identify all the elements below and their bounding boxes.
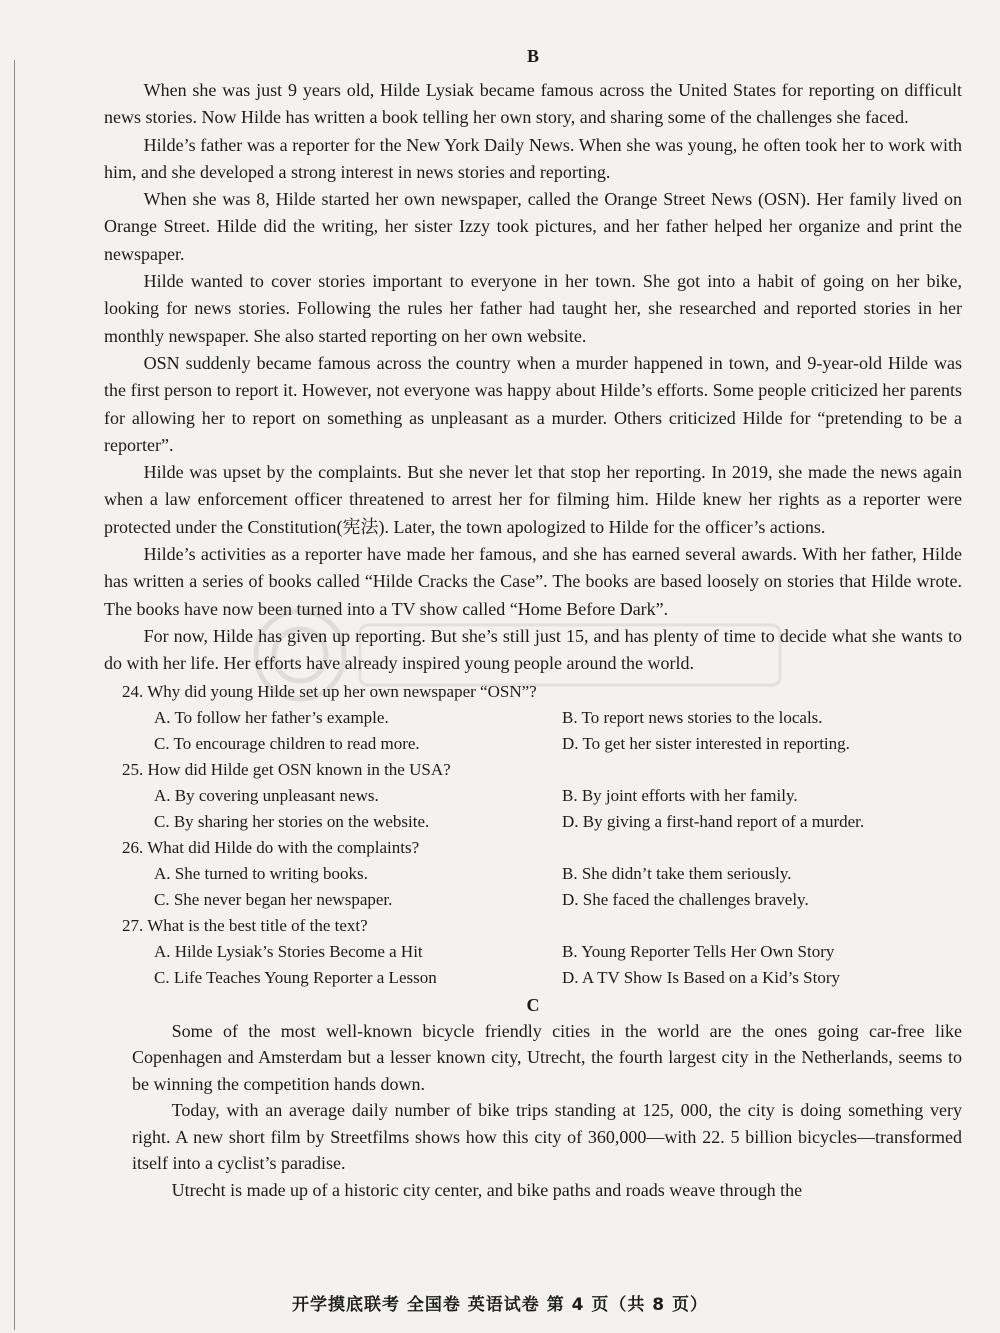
passage-paragraph: For now, Hilde has given up reporting. But she’s still just 15, and has plenty of time to decide what she wants to do with her life. Her efforts have already inspired young people around the world.	[104, 625, 962, 674]
option-c: C. By sharing her stories on the website.	[154, 811, 430, 831]
question-list	[104, 679, 962, 991]
binding-margin-line	[14, 60, 15, 1330]
option-a: A. By covering unpleasant news.	[154, 785, 379, 805]
option-c: C. To encourage children to read more.	[154, 733, 420, 753]
passage-paragraph: Hilde wanted to cover stories important to everyone in her town. She got into a habit of going on her bike, looking for news stories. Following the rules her father had taught her, she researched and reported stories in her monthly newspaper. She also started reporting on her own website.	[104, 271, 962, 346]
option-b: B. By joint efforts with her family.	[562, 785, 798, 805]
section-b-passage	[104, 77, 962, 678]
page-footer: 开学摸底联考 全国卷 英语试卷 第 4 页（共 8 页）	[291, 1295, 709, 1315]
option-b: B. She didn’t take them seriously.	[562, 863, 792, 883]
exam-page	[104, 46, 962, 1203]
question-stem: 24. Why did young Hilde set up her own newspaper “OSN”?	[122, 681, 537, 701]
option-a: A. She turned to writing books.	[154, 863, 368, 883]
passage-paragraph: Utrecht is made up of a historic city center, and bike paths and roads weave through the	[171, 1179, 803, 1200]
option-a: A. Hilde Lysiak’s Stories Become a Hit	[154, 941, 423, 961]
question-26	[104, 835, 962, 913]
option-d: D. To get her sister interested in reporting.	[562, 733, 850, 753]
passage-paragraph: Today, with an average daily number of bike trips standing at 125, 000, the city is doing something very right. A new short film by Streetfilms shows how this city of 360,000—with 22. 5 billion bicycles—transformed itself into a cyclist’s paradise.	[132, 1100, 962, 1174]
option-c: C. Life Teaches Young Reporter a Lesson	[154, 967, 437, 987]
option-d: D. By giving a first-hand report of a murder.	[562, 811, 865, 831]
option-b: B. Young Reporter Tells Her Own Story	[562, 941, 835, 961]
option-b: B. To report news stories to the locals.	[562, 707, 823, 727]
passage-paragraph: Some of the most well-known bicycle friendly cities in the world are the ones going car-free like Copenhagen and Amsterdam but a lesser known city, Utrecht, the fourth largest city in the Netherlands, seems to be winning the competition hands down.	[132, 1020, 962, 1094]
question-24	[104, 679, 962, 757]
section-c-passage	[104, 1018, 962, 1204]
passage-paragraph: When she was 8, Hilde started her own newspaper, called the Orange Street News (OSN). Her family lived on Orange Street. Hilde did the writing, her sister Izzy took pictures, and her father helped her organize and print the newspaper.	[104, 189, 962, 264]
option-d: D. A TV Show Is Based on a Kid’s Story	[562, 967, 841, 987]
section-c-heading: C	[526, 994, 540, 1015]
passage-paragraph: When she was just 9 years old, Hilde Lysiak became famous across the United States for reporting on difficult news stories. Now Hilde has written a book telling her own story, and sharing some of the challenges she faced.	[104, 80, 962, 128]
option-a: A. To follow her father’s example.	[154, 707, 389, 727]
passage-paragraph: Hilde’s activities as a reporter have made her famous, and she has earned several awards. With her father, Hilde has written a series of books called “Hilde Cracks the Case”. The books are based loosely on stories that Hilde wrote. The books have now been turned into a TV show called “Home Before Dark”.	[104, 544, 962, 619]
question-25	[104, 757, 962, 835]
passage-paragraph: OSN suddenly became famous across the country when a murder happened in town, and 9-year-old Hilde was the first person to report it. However, not everyone was happy about Hilde’s efforts. Some people criticized her parents for allowing her to report on something as unpleasant as a murder. Others criticized Hilde for “pretending to be a reporter”.	[104, 352, 962, 455]
option-d: D. She faced the challenges bravely.	[562, 889, 809, 909]
question-stem: 27. What is the best title of the text?	[122, 915, 368, 935]
question-stem: 26. What did Hilde do with the complaints?	[122, 837, 420, 857]
passage-paragraph: Hilde’s father was a reporter for the New York Daily News. When she was young, he often took her to work with him, and she developed a strong interest in news stories and reporting.	[104, 134, 962, 182]
question-stem: 25. How did Hilde get OSN known in the USA?	[122, 759, 451, 779]
question-27	[104, 913, 962, 991]
section-b-heading: B	[526, 46, 539, 66]
passage-paragraph: Hilde was upset by the complaints. But she never let that stop her reporting. In 2019, she made the news again when a law enforcement officer threatened to arrest her for filming him. Hilde knew her rights as a reporter were protected under the Constitution(宪法). Later, the town apologized to Hilde for the officer’s actions.	[104, 462, 962, 537]
option-c: C. She never began her newspaper.	[154, 889, 393, 909]
